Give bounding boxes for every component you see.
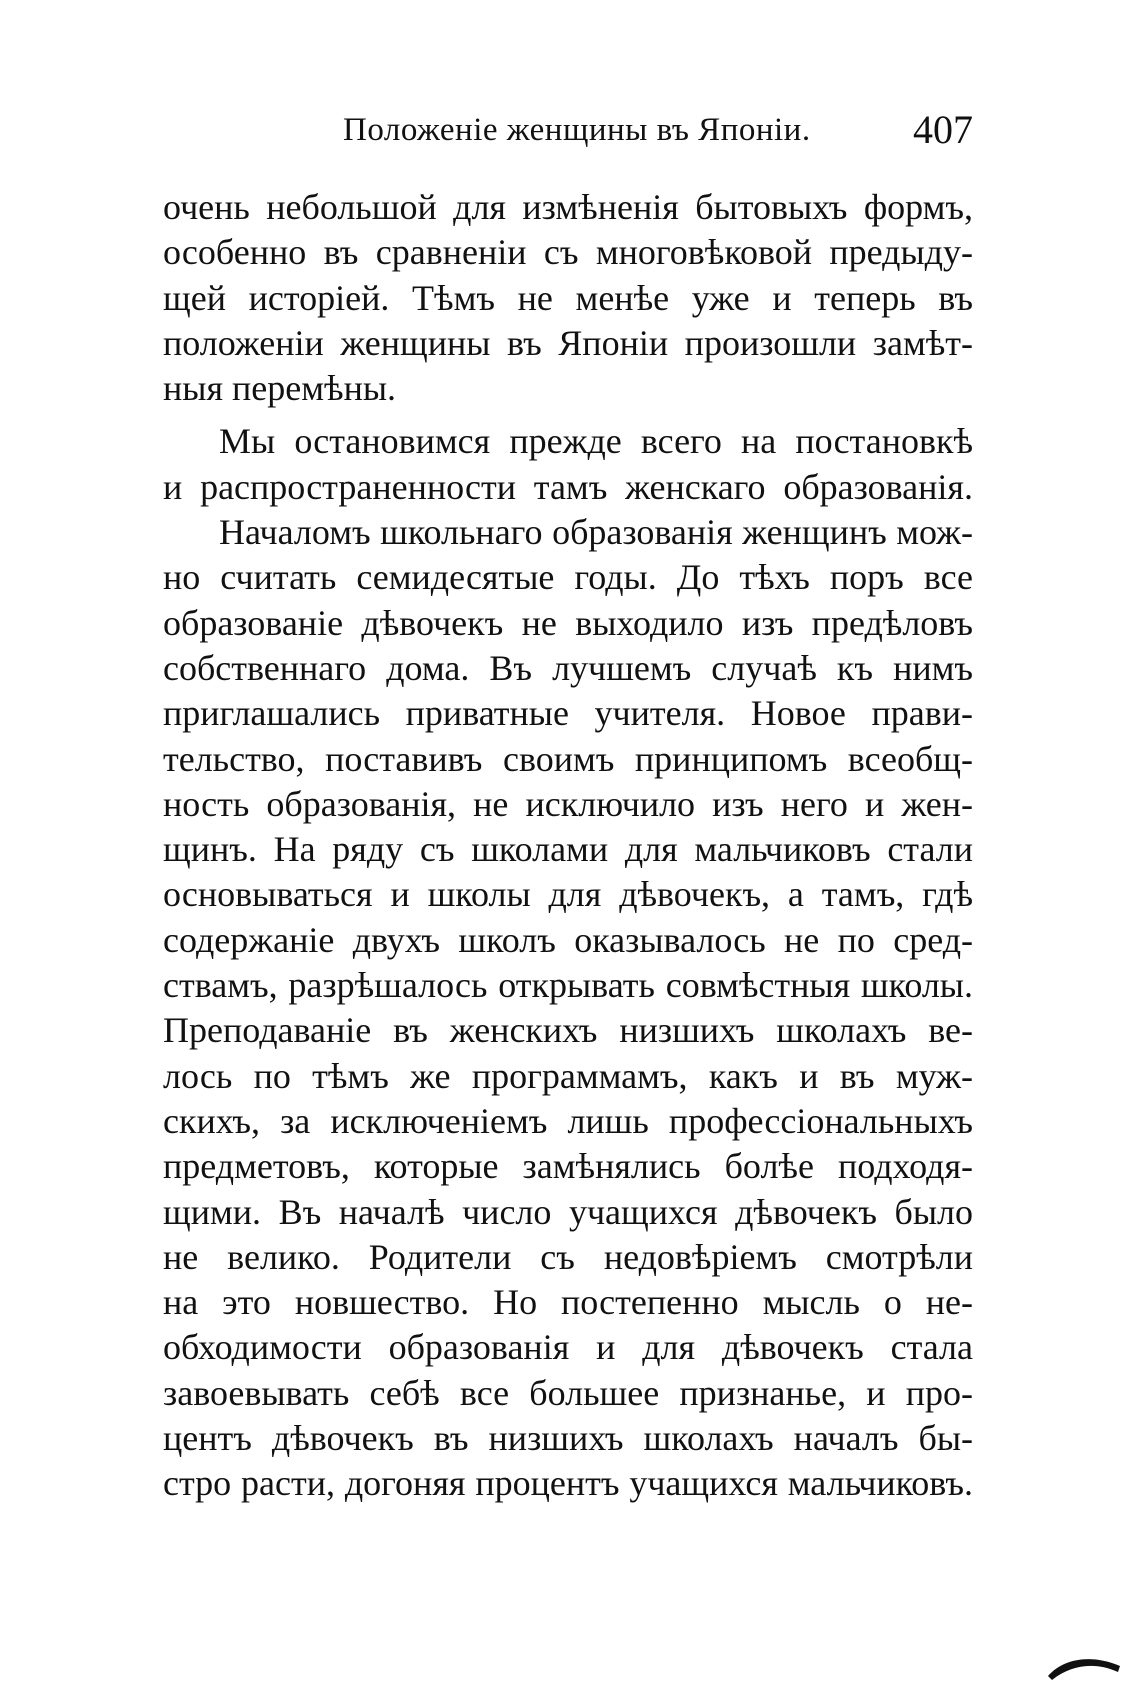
page-header <box>163 107 973 168</box>
text-line: лось по тѣмъ же программамъ, какъ и въ муж- <box>163 1055 973 1096</box>
text-line: Мы остановимся прежде всего на постановкѣ <box>219 421 973 462</box>
paragraph <box>163 510 973 1507</box>
text-line: ность образованія, не исключило изъ него и жен- <box>163 783 973 824</box>
text-line: центъ дѣвочекъ въ низшихъ школахъ началъ бы- <box>163 1418 973 1459</box>
text-line: Преподаваніе въ женскихъ низшихъ школахъ ве- <box>163 1010 973 1051</box>
text-line: тельство, поставивъ своимъ принципомъ всеобщ- <box>163 738 973 779</box>
text-line: щей исторіей. Тѣмъ не менѣе уже и теперь въ <box>163 277 973 318</box>
page-number: 407 <box>913 107 973 152</box>
paragraph-gap <box>163 411 973 419</box>
text-line: основываться и школы для дѣвочекъ, а тамъ, гдѣ <box>163 874 973 915</box>
text-line: ствамъ, разрѣшалось открывать совмѣстныя школы. <box>163 965 973 1006</box>
text-line: Началомъ школьнаго образованія женщинъ мож- <box>219 512 973 553</box>
text-line: щими. Въ началѣ число учащихся дѣвочекъ было <box>163 1191 973 1232</box>
text-line: щинъ. На ряду съ школами для мальчиковъ стали <box>163 829 973 870</box>
running-head: Положеніе женщины въ Японіи. <box>343 112 811 148</box>
text-line: но считать семидесятые годы. До тѣхъ поръ все <box>163 557 973 598</box>
text-line: предметовъ, которые замѣнялись болѣе подходя- <box>163 1146 973 1187</box>
text-line: завоевывать себѣ все большее признанье, и про- <box>163 1372 973 1413</box>
text-line: обходимости образованія и для дѣвочекъ стала <box>163 1327 973 1368</box>
text-line: образованіе дѣвочекъ не выходило изъ предѣловъ <box>163 602 973 643</box>
text-line: стро расти, догоняя процентъ учащихся мальчиковъ. <box>163 1463 973 1504</box>
text-line: особенно въ сравненіи съ многовѣковой предыду- <box>163 232 973 273</box>
text-line: приглашались приватные учителя. Новое прави- <box>163 693 973 734</box>
text-line: собственнаго дома. Въ лучшемъ случаѣ къ нимъ <box>163 647 973 688</box>
paragraph <box>163 185 973 411</box>
body-text <box>163 185 973 1507</box>
paragraph <box>163 419 973 510</box>
text-line: очень небольшой для измѣненія бытовыхъ формъ, <box>163 187 973 227</box>
text-line: скихъ, за исключеніемъ лишь профессіональныхъ <box>163 1100 973 1141</box>
scan-artifact-mark <box>1046 1652 1122 1682</box>
text-line: на это новшество. Но постепенно мысль о не- <box>163 1282 973 1323</box>
text-line: не велико. Родители съ недовѣріемъ смотрѣли <box>163 1236 973 1277</box>
text-line: положеніи женщины въ Японіи произошли замѣт- <box>163 322 973 363</box>
text-line: содержаніе двухъ школъ оказывалось не по сред- <box>163 919 973 960</box>
text-line: ныя перемѣны. <box>163 368 397 409</box>
text-line: и распространенности тамъ женскаго образованія. <box>163 466 973 507</box>
